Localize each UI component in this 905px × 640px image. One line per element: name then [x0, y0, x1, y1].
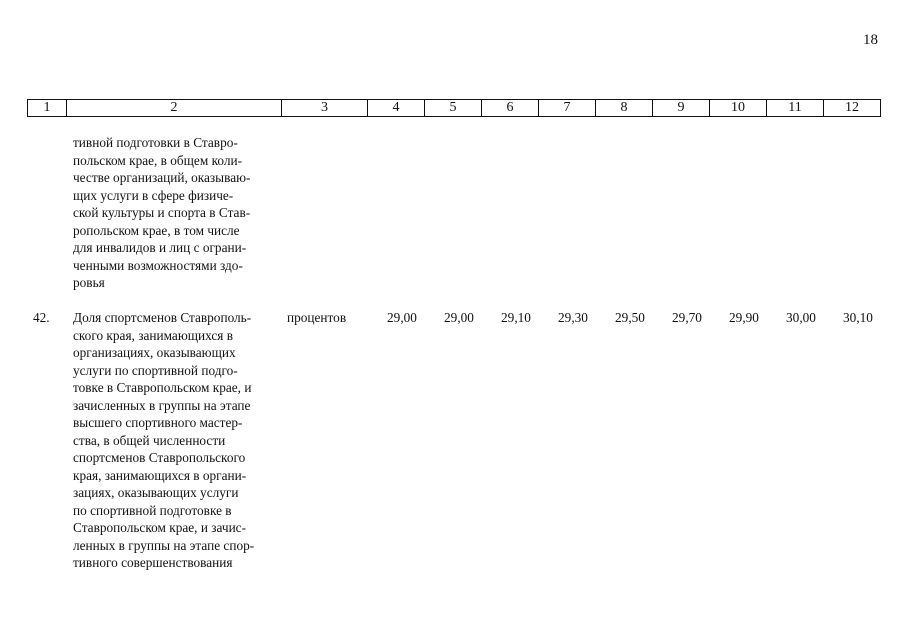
- row-value-col-10: 29,90: [729, 310, 759, 325]
- column-header-5: 5: [425, 100, 482, 117]
- header-row: [28, 100, 881, 117]
- table-header: [27, 99, 881, 117]
- column-header-12: 12: [824, 100, 881, 117]
- column-header-2: 2: [67, 100, 282, 117]
- column-header-7: 7: [539, 100, 596, 117]
- row-value-col-11: 30,00: [786, 310, 816, 325]
- row-value-col-6: 29,10: [501, 310, 531, 325]
- column-header-3: 3: [282, 100, 368, 117]
- column-header-8: 8: [596, 100, 653, 117]
- page-number: 18: [863, 32, 878, 48]
- row-value-col-12: 30,10: [843, 310, 873, 325]
- row-description: Доля спортсменов Ставрополь- ского края, занимающихся в организациях, оказывающих услуги по спортивной подго- товке в Ставропольском крае, и зачисленных в группы на этапе высшего спортивного мастер- ства, в общей численности спортсменов Ставропольского края, занимающихся в органи- зациях, оказывающих услуги по спортивной подготовке в Ставропольском крае, и зачис- ленных в группы на этапе спор- тивного совершенствования: [73, 310, 255, 570]
- column-header-6: 6: [482, 100, 539, 117]
- column-header-11: 11: [767, 100, 824, 117]
- row-value-col-5: 29,00: [444, 310, 474, 325]
- column-header-10: 10: [710, 100, 767, 117]
- column-header-1: 1: [28, 100, 67, 117]
- row-value-col-4: 29,00: [387, 310, 417, 325]
- column-header-9: 9: [653, 100, 710, 117]
- row-unit: процентов: [287, 310, 347, 325]
- column-header-4: 4: [368, 100, 425, 117]
- row-value-col-8: 29,50: [615, 310, 645, 325]
- row-value-col-9: 29,70: [672, 310, 702, 325]
- row-value-col-7: 29,30: [558, 310, 588, 325]
- row-number: 42.: [33, 310, 50, 325]
- row-description-continued: тивной подготовки в Ставро- польском крае, в общем коли- честве организаций, оказываю- щих услуги в сфере физиче- ской культуры и спорта в Став- ропольском крае, в том числе для инвалидов и лиц с ограни- ченными возможностями здо- ровья: [73, 135, 251, 290]
